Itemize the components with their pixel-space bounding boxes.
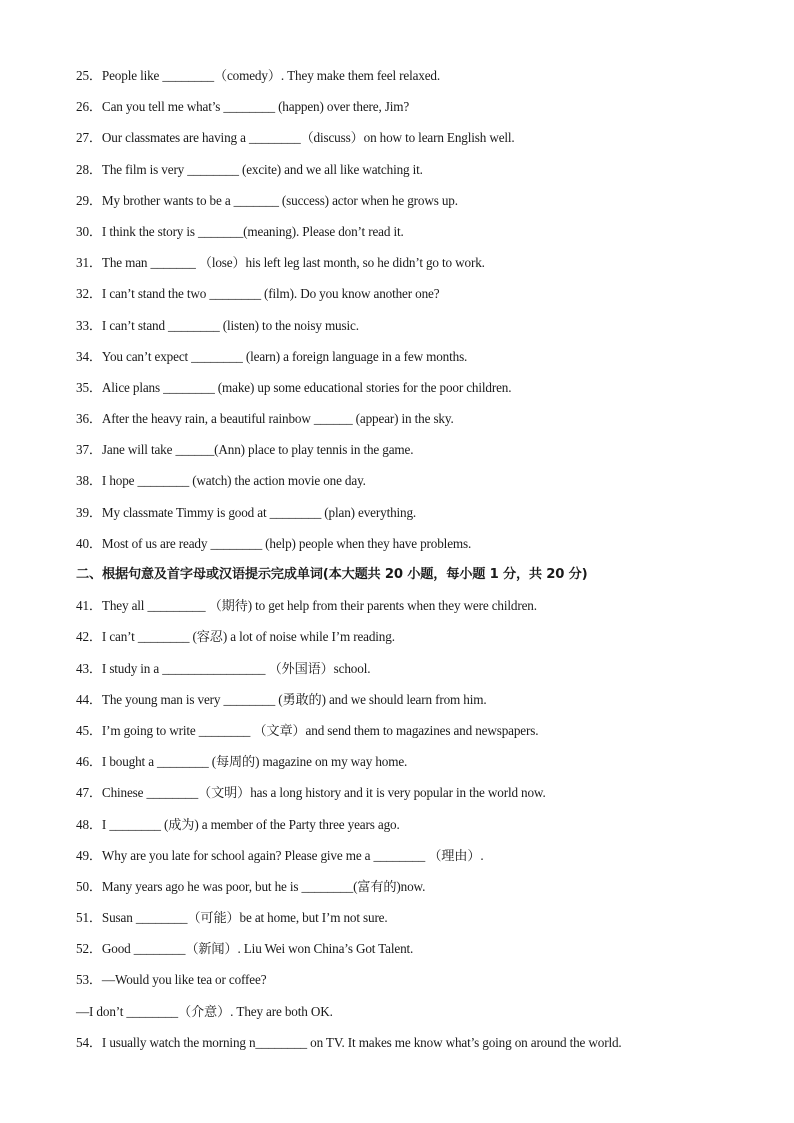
question-35: 35．Alice plans ________ (make) up some educational stories for the poor children. bbox=[76, 379, 512, 395]
question-29: 29．My brother wants to be a _______ (success) actor when he grows up. bbox=[76, 192, 458, 208]
question-34: 34．You can’t expect ________ (learn) a foreign language in a few months. bbox=[76, 348, 468, 364]
question-40: 40．Most of us are ready ________ (help) people when they have problems. bbox=[76, 535, 472, 551]
question-28: 28．The film is very ________ (excite) and we all like watching it. bbox=[76, 161, 423, 177]
question-46: 46．I bought a ________ (每周的) magazine on my way home. bbox=[76, 754, 408, 770]
question-47: 47．Chinese ________（文明）has a long history and it is very popular in the world now. bbox=[76, 785, 546, 801]
question-25: 25．People like ________（comedy）. They make them feel relaxed. bbox=[76, 68, 441, 83]
question-51: 51．Susan ________（可能）be at home, but I’m not sure. bbox=[76, 910, 388, 926]
question-36: 36．After the heavy rain, a beautiful rainbow ______ (appear) in the sky. bbox=[76, 411, 454, 427]
question-42: 42．I can’t ________ (容忍) a lot of noise while I’m reading. bbox=[76, 629, 395, 645]
question-53: 53．—Would you like tea or coffee? bbox=[76, 972, 267, 988]
question-48: 48．I ________ (成为) a member of the Party three years ago. bbox=[76, 816, 400, 832]
question-52: 52．Good ________（新闻）. Liu Wei won China’s Got Talent. bbox=[76, 941, 414, 957]
question-31: 31．The man _______ （lose）his left leg last month, so he didn’t go to work. bbox=[76, 255, 485, 271]
question-49: 49．Why are you late for school again? Please give me a ________ （理由）. bbox=[76, 847, 484, 863]
question-33: 33．I can’t stand ________ (listen) to the noisy music. bbox=[76, 317, 359, 333]
question-50: 50．Many years ago he was poor, but he is ________(富有的)now. bbox=[76, 878, 426, 894]
question-27: 27．Our classmates are having a ________（discuss）on how to learn English well. bbox=[76, 130, 515, 146]
question-38: 38．I hope ________ (watch) the action movie one day. bbox=[76, 473, 366, 489]
question-44: 44．The young man is very ________ (勇敢的) and we should learn from him. bbox=[76, 691, 487, 707]
section-title: 二、根据句意及首字母或汉语提示完成单词(本大题共 20 小题，每小题 1 分，共 20 分) bbox=[76, 567, 588, 582]
question-54: 54．I usually watch the morning n________ on TV. It makes me know what’s going on around the world. bbox=[76, 1034, 622, 1050]
question-45: 45．I’m going to write ________ （文章）and send them to magazines and newspapers. bbox=[76, 722, 539, 738]
question-39: 39．My classmate Timmy is good at ________ (plan) everything. bbox=[76, 504, 417, 520]
exercise-content bbox=[76, 66, 716, 1064]
question-43: 43．I study in a ________________ （外国语）school. bbox=[76, 660, 371, 676]
question-32: 32．I can’t stand the two ________ (film). Do you know another one? bbox=[76, 286, 440, 302]
question-53-reply: —I don’t ________（介意）. They are both OK. bbox=[76, 1003, 333, 1019]
question-30: 30．I think the story is _______(meaning). Please don’t read it. bbox=[76, 223, 404, 239]
question-26: 26．Can you tell me what’s ________ (happen) over there, Jim? bbox=[76, 99, 410, 115]
question-41: 41．They all _________ （期待) to get help from their parents when they were children. bbox=[76, 598, 537, 614]
question-37: 37．Jane will take ______(Ann) place to play tennis in the game. bbox=[76, 442, 414, 458]
